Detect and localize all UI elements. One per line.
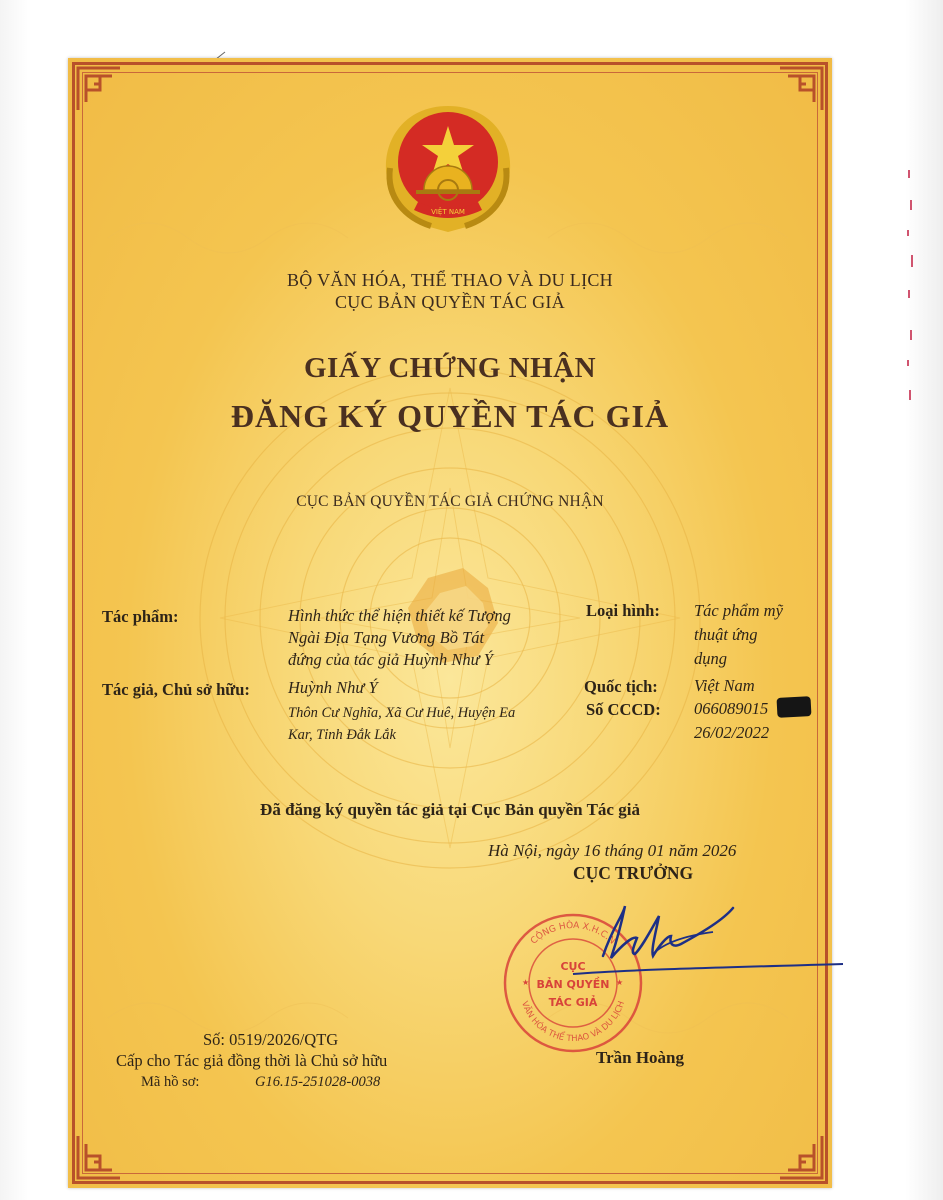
corner-ornament-icon <box>774 1130 828 1184</box>
stamp-line-3: TÁC GIẢ <box>548 996 598 1009</box>
type-line-3: dụng <box>694 649 727 668</box>
national-emblem-icon <box>376 98 521 238</box>
author-label: Tác giả, Chủ sở hữu: <box>102 680 250 699</box>
stamp-top-text: CỘNG HÒA X.H.C.N <box>529 920 617 947</box>
id-number: 066089015 <box>694 699 769 718</box>
type-label: Loại hình: <box>586 601 660 620</box>
type-line-1: Tác phẩm mỹ <box>694 601 783 620</box>
id-label: Số CCCD: <box>586 700 661 719</box>
signer-name: Trần Hoàng <box>596 1048 685 1067</box>
work-line-1: Hình thức thể hiện thiết kế Tượng <box>288 606 511 625</box>
stamp-line-1: CỤC <box>560 960 586 973</box>
dossier-number: G16.15-251028-0038 <box>255 1074 381 1090</box>
certificate-title-line1: GIẤY CHỨNG NHẬN <box>303 352 597 384</box>
certificate-number: Số: 0519/2026/QTG <box>203 1030 339 1049</box>
svg-text:★: ★ <box>522 978 530 987</box>
corner-ornament-icon <box>72 62 126 116</box>
address-line-2: Kar, Tỉnh Đắk Lắk <box>288 727 396 743</box>
adjacent-page-edge <box>903 160 917 420</box>
director-title: CỤC TRƯỞNG <box>573 863 694 883</box>
emblem-ribbon-text: VIỆT NAM <box>431 208 465 216</box>
redaction-mark <box>776 696 811 718</box>
issued-to: Cấp cho Tác giả đồng thời là Chủ sở hữu <box>116 1051 388 1070</box>
signature-icon <box>563 896 863 996</box>
certificate <box>68 58 832 1188</box>
corner-ornament-icon <box>72 1130 126 1184</box>
type-line-2: thuật ứng <box>694 625 758 644</box>
stamp-bottom-text: VĂN HÓA THỂ THAO VÀ DU LỊCH <box>519 999 627 1045</box>
work-line-3: đứng của tác giả Huỳnh Như Ý <box>288 650 493 669</box>
dossier-label: Mã hồ sơ: <box>141 1074 200 1090</box>
certifies-statement: CỤC BẢN QUYỀN TÁC GIẢ CHỨNG NHẬN <box>296 493 604 510</box>
id-issue-date: 26/02/2022 <box>694 723 770 742</box>
nationality-label: Quốc tịch: <box>584 677 658 696</box>
nationality-value: Việt Nam <box>694 676 755 695</box>
work-line-2: Ngài Địa Tạng Vương Bồ Tát <box>288 628 485 647</box>
work-label: Tác phẩm: <box>102 607 179 626</box>
department-name: CỤC BẢN QUYỀN TÁC GIẢ <box>335 292 565 312</box>
signing-date: Hà Nội, ngày 16 tháng 01 năm 2026 <box>488 841 737 860</box>
certificate-title-line2: ĐĂNG KÝ QUYỀN TÁC GIẢ <box>230 398 670 434</box>
svg-text:★: ★ <box>616 978 624 987</box>
corner-ornament-icon <box>774 62 828 116</box>
author-name: Huỳnh Như Ý <box>288 678 378 697</box>
address-line-1: Thôn Cư Nghĩa, Xã Cư Huê, Huyện Ea <box>288 705 516 721</box>
stamp-line-2: BẢN QUYỀN <box>536 978 610 991</box>
ministry-name: BỘ VĂN HÓA, THỂ THAO VÀ DU LỊCH <box>287 270 613 290</box>
registered-statement: Đã đăng ký quyền tác giả tại Cục Bản quyền Tác giả <box>260 800 640 819</box>
